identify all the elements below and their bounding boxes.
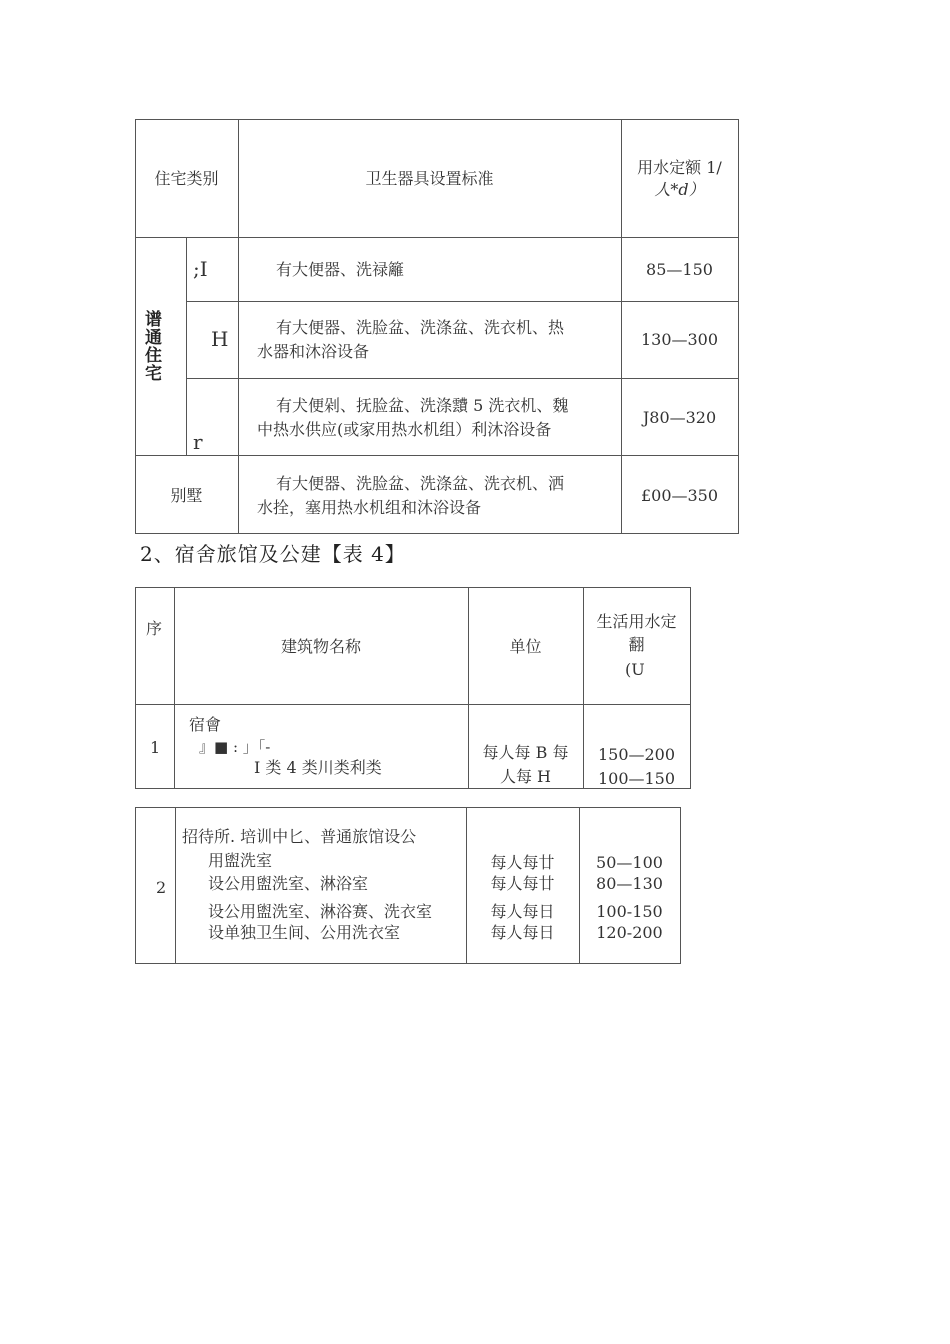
hotel-name-line: 招待所. 培训中匕、普通旅馆设公: [182, 827, 417, 846]
group-label-ordinary-residence: 谱通住宅: [141, 310, 161, 382]
row1-sub-category: ;I: [193, 257, 208, 281]
row1-quota-line1: 150—200: [597, 745, 676, 764]
table1-row-divider: [135, 455, 739, 456]
header-water-quota-line1: 用水定额 1/: [637, 158, 722, 177]
hotel-unit: 每人每日: [490, 923, 555, 942]
row3-quota: J80—320: [642, 408, 717, 427]
hotel-unit: 每人每廿: [490, 853, 555, 872]
header-living-water-quota-line2: 翻: [628, 635, 645, 654]
row2-quota: 130—300: [640, 330, 719, 349]
villa-quota: £00—350: [640, 486, 719, 505]
table2-border-right: [690, 587, 691, 789]
header-living-water-quota-line3: (U: [625, 660, 645, 679]
header-unit: 单位: [509, 637, 542, 656]
table1-col-divider: [186, 237, 187, 455]
table3-border-right: [680, 807, 681, 964]
hotel-name-line: 用盥洗室: [208, 851, 273, 870]
header-building-name: 建筑物名称: [280, 637, 361, 656]
hotel-unit: 每人每日: [490, 902, 555, 921]
hotel-unit: 每人每廿: [490, 874, 555, 893]
villa-label: 别墅: [170, 486, 203, 505]
header-seq: 序: [146, 619, 163, 638]
row1-quota-line2: 100—150: [597, 769, 676, 788]
table2-border-top: [135, 587, 691, 588]
row1-seq: 1: [150, 738, 161, 757]
table1-row-divider: [186, 378, 739, 379]
row1-unit-line1: 每人每 B 每: [482, 743, 569, 762]
table3-border-left: [135, 807, 136, 964]
row1-unit-line2: 人每 H: [499, 767, 552, 786]
row2-description-line2: 水器和沐浴设备: [257, 342, 370, 361]
row2-description-line1: 有大便器、洗脸盆、洗涤盆、洗衣机、热: [276, 318, 565, 337]
row3-sub-category: r: [193, 430, 203, 454]
row3-description-line2: 中热水供应(或家用热水机组）利沐浴设备: [257, 420, 552, 439]
hotel-name-line: 设公用盥洗室、淋浴室: [208, 874, 369, 893]
hotel-quota: 100-150: [596, 902, 663, 921]
row1-name-line1: 宿會: [189, 715, 222, 734]
row1-name-line2: 』■ : 」「-: [199, 738, 271, 756]
table1-row-divider: [186, 301, 739, 302]
table1-border-right: [738, 119, 739, 534]
hotel-name-line: 设公用盥洗室、淋浴赛、洗衣室: [208, 902, 433, 921]
hotel-quota: 80—130: [596, 874, 663, 893]
table1-border-bottom: [135, 533, 739, 534]
table2-border-left: [135, 587, 136, 789]
table3-border-top: [135, 807, 681, 808]
hotel-quota: 120-200: [596, 923, 663, 942]
table3-col-divider: [175, 807, 176, 964]
villa-description-line2: 水拴，塞用热水机组和沐浴设备: [257, 498, 482, 517]
row1-name-line3: I 类 4 类川类利类: [254, 758, 382, 777]
row2-sub-category: H: [211, 327, 229, 351]
header-residence-category: 住宅类别: [154, 169, 219, 188]
table2-col-divider: [174, 587, 175, 789]
hotel-name-line: 设单独卫生间、公用洗衣室: [208, 923, 401, 942]
hotel-quota: 50—100: [596, 853, 663, 872]
header-water-quota-line2: 人*d）: [654, 180, 705, 199]
row1-description: 有大便器、洗禄籬: [276, 260, 405, 279]
row3-description-line1: 有犬便剁、抚脸盆、洗涤靅 5 洗衣机、魏: [276, 396, 569, 415]
row1-quota: 85—150: [646, 260, 713, 279]
header-living-water-quota-line1: 生活用水定: [596, 612, 677, 631]
section-heading: 2、宿舍旅馆及公建【表 4】: [140, 542, 406, 566]
row2-seq: 2: [156, 878, 167, 897]
table3-border-bottom: [135, 963, 681, 964]
villa-description-line1: 有大便器、洗脸盆、洗涤盆、洗衣机、洒: [276, 474, 565, 493]
table1-border-top: [135, 119, 739, 120]
table1-header-divider: [135, 237, 739, 238]
header-fixture-standard: 卫生器具设置标准: [365, 169, 494, 188]
table2-header-divider: [135, 704, 691, 705]
